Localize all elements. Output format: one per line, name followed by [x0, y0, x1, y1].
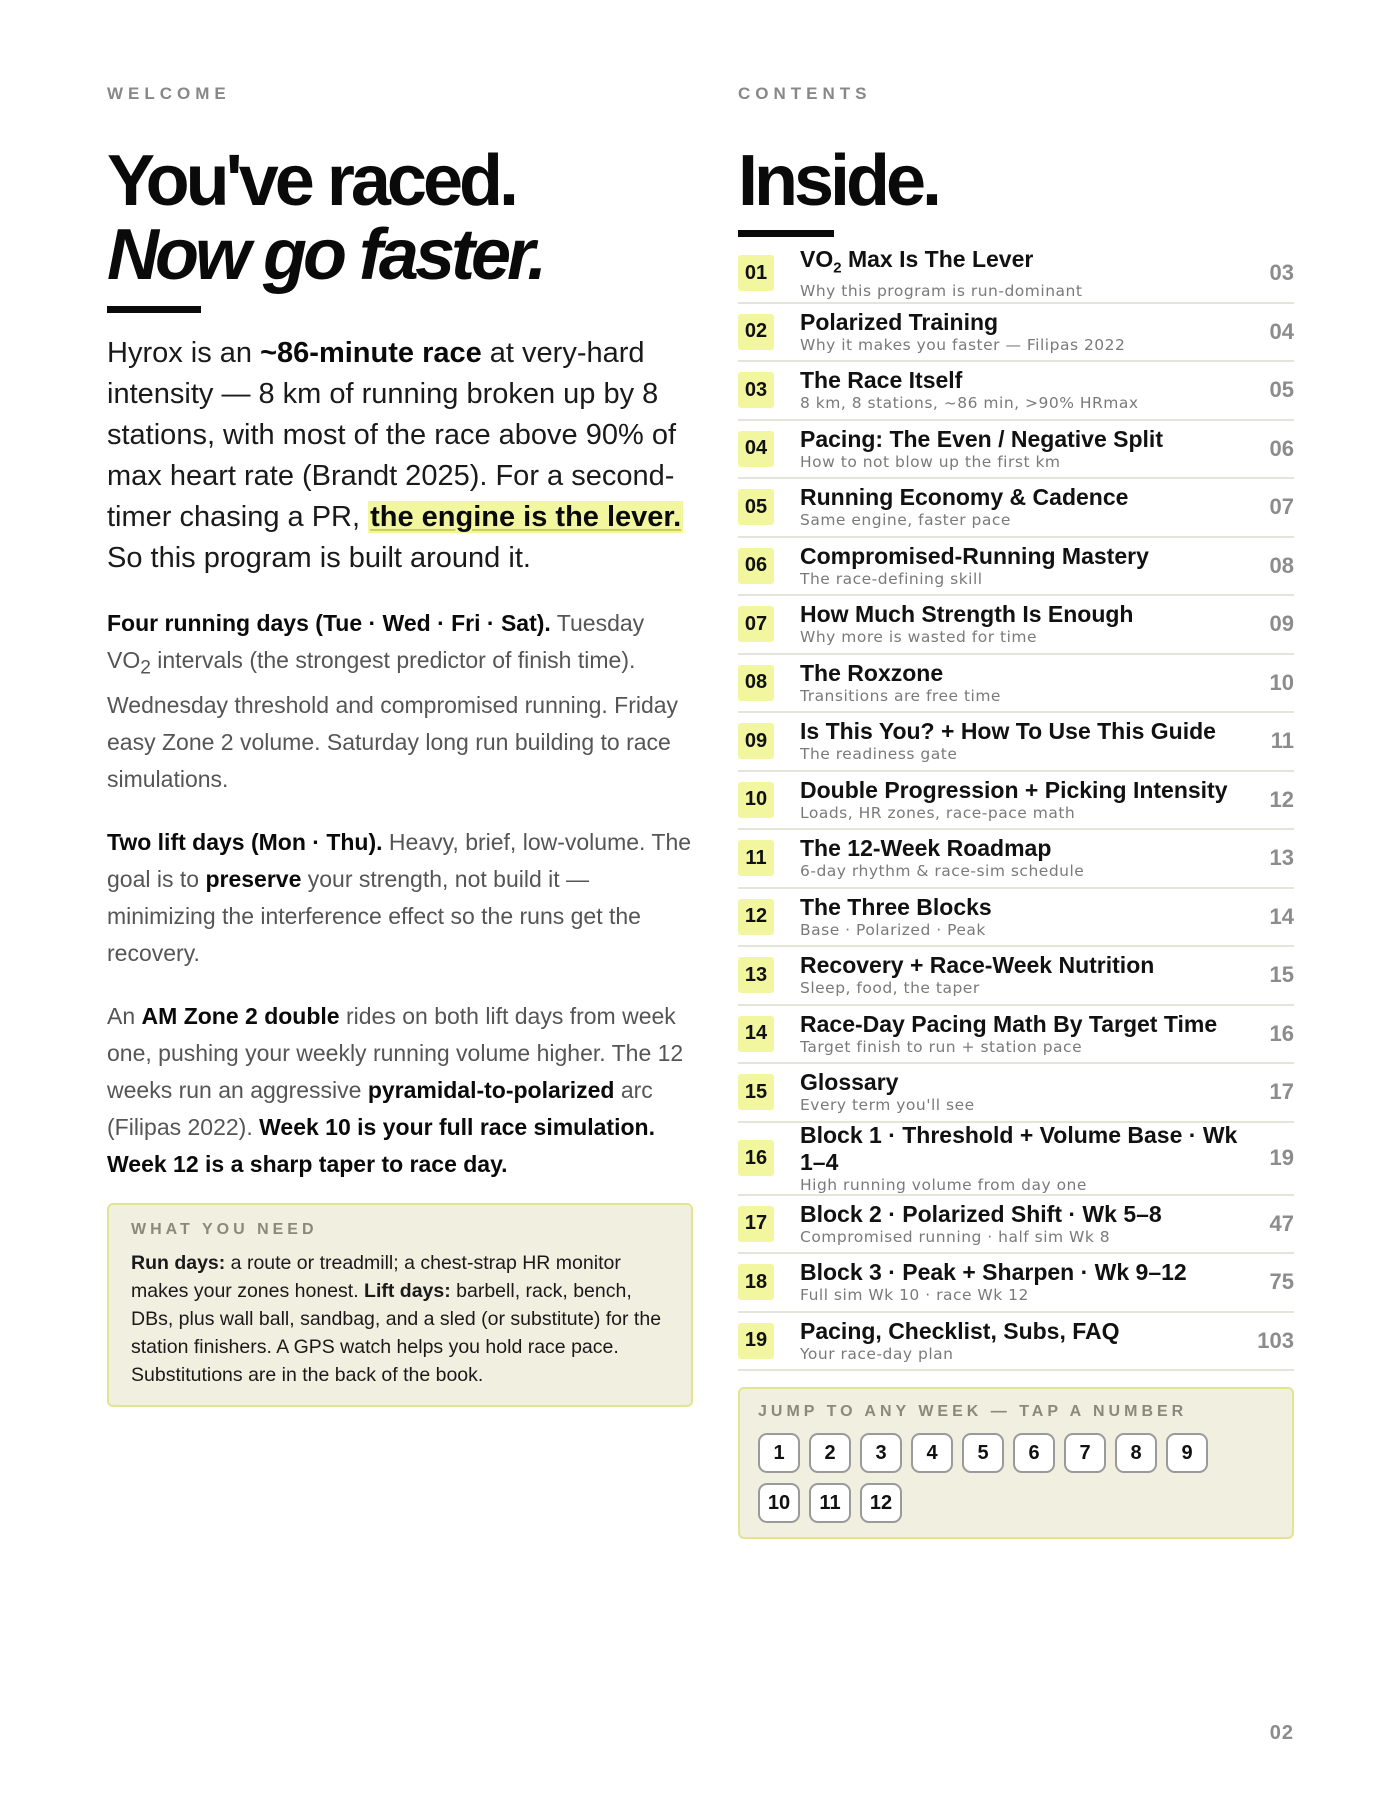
- lead-text: Hyrox is an: [107, 337, 261, 369]
- running-days-paragraph: [107, 605, 693, 798]
- toc-title: Double Progression + Picking Intensity: [800, 776, 1228, 803]
- week-button-3[interactable]: 3: [860, 1433, 902, 1473]
- toc-title: Is This You? + How To Use This Guide: [800, 718, 1216, 745]
- lead-text: at very-hard intensity — 8 km of running broken up by 8 stations, with most of the race above 90% of max heart rate (Brandt 2025). For a second-timer chasing a PR,: [107, 337, 677, 533]
- para-bold: pyramidal-to-polarized: [367, 1076, 615, 1103]
- para-text: intervals (the strongest predictor of finish time). Wednesday threshold and compromised running. Friday easy Zone 2 volume. Saturday long run building to race simulations.: [107, 647, 679, 792]
- toc-subtitle: Compromised running · half sim Wk 8: [800, 1227, 1111, 1246]
- toc-text: [800, 718, 1246, 764]
- toc-number: 18: [738, 1264, 774, 1300]
- toc-title-part: Max Is The Lever: [841, 245, 1034, 272]
- toc-row-06[interactable]: [738, 538, 1294, 597]
- toc-text: [800, 1122, 1246, 1195]
- toc-text: [800, 952, 1246, 998]
- toc-title: Polarized Training: [800, 308, 999, 335]
- need-body: barbell, rack, bench, DBs, plus wall ball, sandbag, and a sled (or substitute) for the station finishers. A GPS watch helps you hold race pace. Substitutions are in the back of the book.: [131, 1279, 662, 1386]
- toc-subtitle: 6-day rhythm & race-sim schedule: [800, 862, 1085, 881]
- toc-title: Race-Day Pacing Math By Target Time: [800, 1010, 1218, 1037]
- toc-row-07[interactable]: [738, 596, 1294, 655]
- headline-rule: [107, 306, 201, 313]
- para-text: An: [107, 1002, 142, 1029]
- toc-number: 09: [738, 723, 774, 759]
- para-subscript: 2: [140, 657, 151, 679]
- toc-page-number: 19: [1269, 1145, 1294, 1170]
- toc-text: [800, 367, 1246, 413]
- toc-title: The 12-Week Roadmap: [800, 835, 1052, 862]
- para-bold: Four running days (Tue · Wed · Fri · Sat).: [107, 610, 551, 636]
- contents-rule: [738, 230, 834, 237]
- toc-subtitle: The readiness gate: [800, 745, 958, 764]
- para-text: Heavy, brief, low-volume. The goal is to: [107, 828, 692, 892]
- week-button-1[interactable]: 1: [758, 1433, 800, 1473]
- toc-text: [800, 601, 1246, 647]
- toc-text: [800, 660, 1246, 706]
- toc-subtitle: Why this program is run-dominant: [800, 281, 1083, 300]
- toc-text: [800, 835, 1246, 881]
- toc-text: [800, 246, 1246, 301]
- toc-subtitle: Base · Polarized · Peak: [800, 920, 986, 939]
- toc-page-number: 14: [1269, 903, 1294, 929]
- toc-page-number: 05: [1269, 377, 1294, 403]
- toc-title: The Race Itself: [800, 367, 963, 394]
- toc-title: Block 2 · Polarized Shift · Wk 5–8: [800, 1200, 1162, 1227]
- need-text: [131, 1249, 669, 1389]
- toc-subtitle: Transitions are free time: [800, 686, 1001, 705]
- lead-text: So this program is built around it.: [107, 542, 531, 574]
- contents-title: Inside.: [738, 141, 939, 221]
- toc-page-number: 07: [1269, 494, 1294, 520]
- toc-number: 01: [738, 255, 774, 291]
- toc-number: 05: [738, 489, 774, 525]
- toc-number: 17: [738, 1206, 774, 1242]
- welcome-eyebrow: WELCOME: [107, 84, 231, 103]
- week-button-5[interactable]: 5: [962, 1433, 1004, 1473]
- toc-title: Glossary: [800, 1069, 899, 1096]
- toc-subtitle: Full sim Wk 10 · race Wk 12: [800, 1286, 1029, 1305]
- toc-title: Block 3 · Peak + Sharpen · Wk 9–12: [800, 1259, 1187, 1286]
- toc-row-11[interactable]: [738, 830, 1294, 889]
- toc-text: [800, 426, 1246, 472]
- toc-subtitle: Your race-day plan: [800, 1344, 954, 1363]
- toc-text: [800, 894, 1246, 940]
- toc-number: 16: [738, 1140, 774, 1176]
- toc-title: Pacing, Checklist, Subs, FAQ: [800, 1317, 1120, 1344]
- toc-number: 07: [738, 606, 774, 642]
- lead-bold: ~86-minute race: [260, 337, 482, 369]
- toc-title: The Three Blocks: [800, 893, 992, 920]
- toc-row-17[interactable]: [738, 1196, 1294, 1255]
- week-button-12[interactable]: 12: [860, 1483, 902, 1523]
- toc-number: 15: [738, 1074, 774, 1110]
- toc-row-08[interactable]: [738, 655, 1294, 714]
- toc-subtitle: Every term you'll see: [800, 1096, 975, 1115]
- para-bold: preserve: [205, 865, 302, 892]
- toc-text: [800, 1318, 1246, 1364]
- week-button-6[interactable]: 6: [1013, 1433, 1055, 1473]
- toc-row-09[interactable]: [738, 713, 1294, 772]
- toc-number: 12: [738, 899, 774, 935]
- toc-row-01[interactable]: [738, 245, 1294, 304]
- toc-row-10[interactable]: [738, 772, 1294, 831]
- toc-row-14[interactable]: [738, 1006, 1294, 1065]
- toc-subtitle: How to not blow up the first km: [800, 452, 1061, 471]
- toc-row-15[interactable]: [738, 1064, 1294, 1123]
- toc-row-02[interactable]: [738, 304, 1294, 363]
- toc-text: [800, 777, 1246, 823]
- headline-line2: Now go faster.: [107, 215, 544, 295]
- toc-number: 10: [738, 782, 774, 818]
- toc-page-number: 17: [1269, 1079, 1294, 1105]
- page-title: [107, 141, 693, 295]
- toc-page-number: 09: [1269, 611, 1294, 637]
- toc-text: [800, 309, 1246, 355]
- toc-number: 11: [738, 840, 774, 876]
- toc-subtitle: Target finish to run + station pace: [800, 1037, 1083, 1056]
- toc-page-number: 103: [1257, 1327, 1294, 1353]
- toc-text: [800, 484, 1246, 530]
- what-you-need-box: [107, 1203, 693, 1407]
- toc-number: 04: [738, 431, 774, 467]
- lift-days-paragraph: [107, 824, 693, 972]
- toc-row-03[interactable]: [738, 362, 1294, 421]
- toc-title-subscript: 2: [833, 259, 842, 277]
- zone2-paragraph: [107, 998, 693, 1183]
- lead-highlight: the engine is the lever.: [370, 501, 682, 533]
- jump-eyebrow: JUMP TO ANY WEEK — TAP A NUMBER: [758, 1403, 1188, 1420]
- toc-subtitle: Same engine, faster pace: [800, 511, 1011, 530]
- toc-row-04[interactable]: [738, 421, 1294, 480]
- headline-line1: You've raced.: [107, 141, 515, 221]
- para-bold: AM Zone 2 double: [141, 1002, 340, 1029]
- week-button-4[interactable]: 4: [911, 1433, 953, 1473]
- para-text: Tuesday VO: [107, 610, 645, 673]
- week-buttons: [758, 1433, 1258, 1523]
- toc-page-number: 06: [1269, 435, 1294, 461]
- toc-subtitle: 8 km, 8 stations, ~86 min, >90% HRmax: [800, 394, 1139, 413]
- toc-page-number: 04: [1269, 318, 1294, 344]
- para-bold: Two lift days (Mon · Thu).: [107, 828, 383, 855]
- need-bold: Lift days:: [364, 1279, 451, 1302]
- lead-paragraph: [107, 333, 693, 579]
- toc-page-number: 15: [1269, 962, 1294, 988]
- toc-subtitle: Why it makes you faster — Filipas 2022: [800, 335, 1126, 354]
- toc-page-number: 75: [1269, 1269, 1294, 1295]
- toc-number: 14: [738, 1016, 774, 1052]
- para-text: your strength, not build it — minimizing the interference effect so the runs get the recovery.: [107, 865, 641, 966]
- week-button-9[interactable]: 9: [1166, 1433, 1208, 1473]
- week-button-7[interactable]: 7: [1064, 1433, 1106, 1473]
- para-text: rides on both lift days from week one, pushing your weekly running volume higher. The 12 weeks run an aggressive: [107, 1002, 684, 1103]
- toc-page-number: 10: [1269, 669, 1294, 695]
- toc-title: How Much Strength Is Enough: [800, 601, 1134, 628]
- need-body: a route or treadmill; a chest-strap HR monitor makes your zones honest.: [131, 1251, 621, 1302]
- jump-to-week-box: [738, 1387, 1294, 1539]
- toc-title: Recovery + Race-Week Nutrition: [800, 952, 1155, 979]
- week-button-11[interactable]: 11: [809, 1483, 851, 1523]
- need-eyebrow: WHAT YOU NEED: [131, 1220, 318, 1238]
- toc-title: Running Economy & Cadence: [800, 484, 1129, 511]
- week-button-2[interactable]: 2: [809, 1433, 851, 1473]
- toc-number: 19: [738, 1323, 774, 1359]
- toc-title: The Roxzone: [800, 659, 944, 686]
- toc-page-number: 12: [1269, 786, 1294, 812]
- table-of-contents: [738, 245, 1294, 1371]
- week-button-8[interactable]: 8: [1115, 1433, 1157, 1473]
- toc-title-part: VO: [800, 245, 834, 272]
- contents-eyebrow: CONTENTS: [738, 84, 872, 103]
- toc-row-16[interactable]: [738, 1123, 1294, 1196]
- toc-subtitle: High running volume from day one: [800, 1175, 1087, 1194]
- toc-number: 02: [738, 314, 774, 350]
- toc-subtitle: Sleep, food, the taper: [800, 979, 980, 998]
- toc-title: [800, 246, 1246, 282]
- toc-text: [800, 1201, 1246, 1247]
- toc-title: Block 1 · Threshold + Volume Base · Wk 1–4: [800, 1121, 1238, 1175]
- toc-row-05[interactable]: [738, 479, 1294, 538]
- toc-text: [800, 543, 1246, 589]
- page-number: 02: [1269, 1722, 1294, 1744]
- toc-title: Compromised-Running Mastery: [800, 542, 1149, 569]
- week-button-10[interactable]: 10: [758, 1483, 800, 1523]
- need-bold: Run days:: [131, 1251, 226, 1274]
- toc-number: 08: [738, 665, 774, 701]
- toc-subtitle: Why more is wasted for time: [800, 628, 1038, 647]
- toc-page-number: 47: [1269, 1210, 1294, 1236]
- contents-column: [738, 84, 1294, 1539]
- toc-text: [800, 1069, 1246, 1115]
- toc-page-number: 03: [1269, 260, 1294, 286]
- para-text: arc (Filipas 2022).: [107, 1076, 653, 1140]
- toc-page-number: 08: [1269, 552, 1294, 578]
- toc-number: 06: [738, 548, 774, 584]
- toc-page-number: 13: [1269, 845, 1294, 871]
- toc-row-18[interactable]: [738, 1254, 1294, 1313]
- toc-page-number: 11: [1270, 728, 1294, 754]
- toc-title: Pacing: The Even / Negative Split: [800, 425, 1163, 452]
- toc-row-12[interactable]: [738, 889, 1294, 948]
- toc-subtitle: Loads, HR zones, race-pace math: [800, 803, 1076, 822]
- toc-number: 03: [738, 372, 774, 408]
- toc-subtitle: The race-defining skill: [800, 569, 983, 588]
- toc-number: 13: [738, 957, 774, 993]
- toc-text: [800, 1011, 1246, 1057]
- para-bold: Week 10 is your full race simulation. Week 12 is a sharp taper to race day.: [107, 1113, 655, 1177]
- toc-page-number: 16: [1269, 1020, 1294, 1046]
- toc-row-13[interactable]: [738, 947, 1294, 1006]
- toc-text: [800, 1259, 1246, 1305]
- welcome-column: [107, 84, 693, 1407]
- toc-row-19[interactable]: [738, 1313, 1294, 1372]
